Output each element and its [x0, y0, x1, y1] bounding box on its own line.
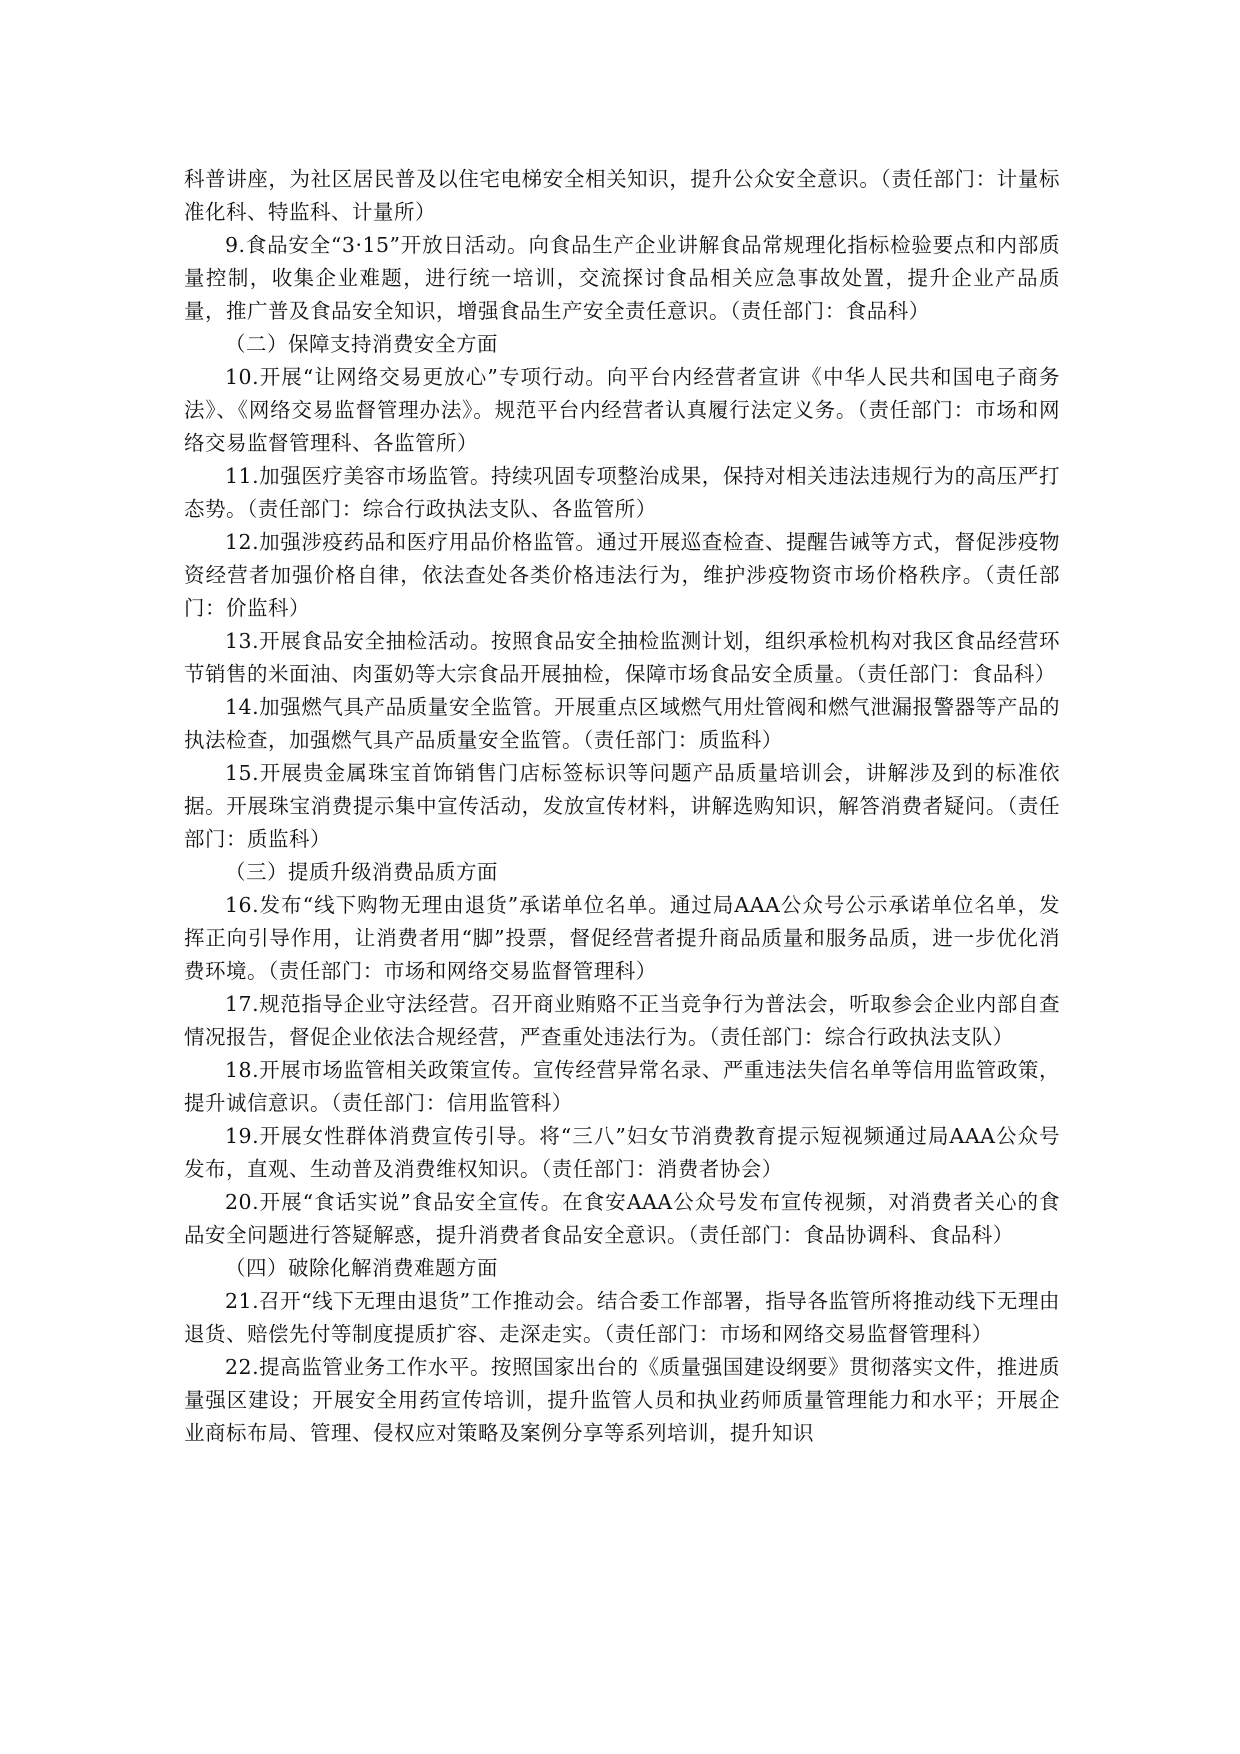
paragraph-item-16: 16.发布“线下购物无理由退货”承诺单位名单。通过局AAA公众号公示承诺单位名单，发挥正向引导作用，让消费者用“脚”投票，督促经营者提升商品质量和服务品质，进一步优化消费环境。（责任部门：市场和网络交易监督管理科）: [184, 893, 1060, 983]
paragraph-item-9: 9.食品安全“3·15”开放日活动。向食品生产企业讲解食品常规理化指标检验要点和内部质量控制，收集企业难题，进行统一培训，交流探讨食品相关应急事故处置，提升企业产品质量，推广普及食品安全知识，增强食品生产安全责任意识。（责任部门：食品科）: [184, 233, 1060, 323]
paragraph-item-19: 19.开展女性群体消费宣传引导。将“三八”妇女节消费教育提示短视频通过局AAA公众号发布，直观、生动普及消费维权知识。（责任部门：消费者协会）: [184, 1124, 1060, 1181]
section-heading-3: （三）提质升级消费品质方面: [225, 860, 498, 884]
paragraph-item-12: 12.加强涉疫药品和医疗用品价格监管。通过开展巡查检查、提醒告诫等方式，督促涉疫物资经营者加强价格自律，依法查处各类价格违法行为，维护涉疫物资市场价格秩序。（责任部门：价监科）: [184, 530, 1060, 620]
section-heading-2: （二）保障支持消费安全方面: [225, 332, 498, 356]
paragraph-item-11: 11.加强医疗美容市场监管。持续巩固专项整治成果，保持对相关违法违规行为的高压严打态势。（责任部门：综合行政执法支队、各监管所）: [184, 464, 1060, 521]
paragraph-item-14: 14.加强燃气具产品质量安全监管。开展重点区域燃气用灶管阀和燃气泄漏报警器等产品的执法检查，加强燃气具产品质量安全监管。（责任部门：质监科）: [184, 695, 1060, 752]
paragraph-item-22: 22.提高监管业务工作水平。按照国家出台的《质量强国建设纲要》贯彻落实文件，推进质量强区建设；开展安全用药宣传培训，提升监管人员和执业药师质量管理能力和水平；开展企业商标布局、管理、侵权应对策略及案例分享等系列培训，提升知识: [184, 1355, 1060, 1445]
paragraph-item-15: 15.开展贵金属珠宝首饰销售门店标签标识等问题产品质量培训会，讲解涉及到的标准依据。开展珠宝消费提示集中宣传活动，发放宣传材料，讲解选购知识，解答消费者疑问。（责任部门：质监科）: [184, 761, 1060, 851]
section-heading-4: （四）破除化解消费难题方面: [225, 1256, 498, 1280]
paragraph-item-18: 18.开展市场监管相关政策宣传。宣传经营异常名录、严重违法失信名单等信用监管政策，提升诚信意识。（责任部门：信用监管科）: [184, 1058, 1060, 1115]
paragraph-continuation: 科普讲座，为社区居民普及以住宅电梯安全相关知识，提升公众安全意识。（责任部门：计量标准化科、特监科、计量所）: [184, 167, 1060, 224]
document-body: [184, 163, 1060, 1450]
paragraph-item-13: 13.开展食品安全抽检活动。按照食品安全抽检监测计划，组织承检机构对我区食品经营环节销售的米面油、肉蛋奶等大宗食品开展抽检，保障市场食品安全质量。（责任部门：食品科）: [184, 629, 1060, 686]
paragraph-item-20: 20.开展“食话实说”食品安全宣传。在食安AAA公众号发布宣传视频，对消费者关心的食品安全问题进行答疑解惑，提升消费者食品安全意识。（责任部门：食品协调科、食品科）: [184, 1190, 1060, 1247]
paragraph-item-21: 21.召开“线下无理由退货”工作推动会。结合委工作部署，指导各监管所将推动线下无理由退货、赔偿先付等制度提质扩容、走深走实。（责任部门：市场和网络交易监督管理科）: [184, 1289, 1060, 1346]
paragraph-item-10: 10.开展“让网络交易更放心”专项行动。向平台内经营者宣讲《中华人民共和国电子商务法》、《网络交易监督管理办法》。规范平台内经营者认真履行法定义务。（责任部门：市场和网络交易监督管理科、各监管所）: [184, 365, 1060, 455]
paragraph-item-17: 17.规范指导企业守法经营。召开商业贿赂不正当竞争行为普法会，听取参会企业内部自查情况报告，督促企业依法合规经营，严查重处违法行为。（责任部门：综合行政执法支队）: [184, 992, 1060, 1049]
